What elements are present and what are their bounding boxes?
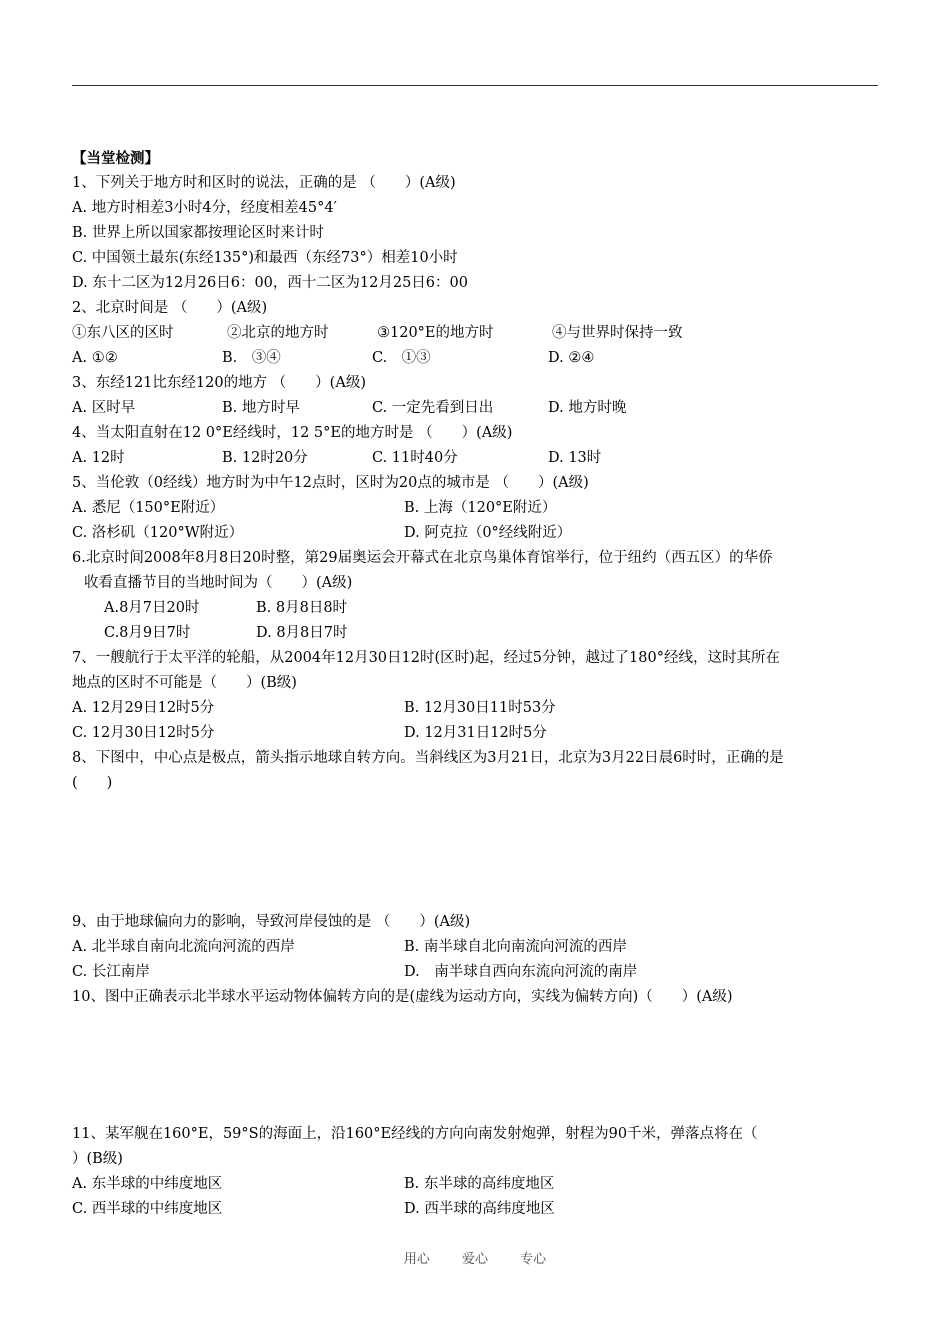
question-8-figure-area <box>72 796 882 910</box>
question-7-stem-line1: 7、一艘航行于太平洋的轮船，从2004年12月30日12时(区时)起，经过5分钟，越过了180°经线，这时其所在 <box>72 650 780 666</box>
question-11-option-b: B. 东半球的高纬度地区 <box>404 1176 555 1192</box>
question-11-option-d: D. 西半球的高纬度地区 <box>404 1201 555 1217</box>
page-footer: 用心 爱心 专心 <box>403 1252 547 1267</box>
question-5-stem: 5、当伦敦（0经线）地方时为中午12点时，区时为20点的城市是 （ ）(A级) <box>72 475 589 491</box>
question-1-option-c: C. 中国领土最东(东经135°)和最西（东经73°）相差10小时 <box>72 250 458 266</box>
question-3-stem: 3、东经121比东经120的地方 （ ）(A级) <box>72 375 366 391</box>
question-11-stem-line2: ）(B级) <box>72 1151 123 1167</box>
question-6-stem-line1: 6.北京时间2008年8月8日20时整，第29届奥运会开幕式在北京鸟巢体育馆举行，位于纽约（西五区）的华侨 <box>72 550 773 566</box>
question-1-option-a: A. 地方时相差3小时4分，经度相差45°4′ <box>72 200 337 216</box>
question-3-option-d: D. 地方时晚 <box>548 400 627 416</box>
question-2-items <box>72 321 882 346</box>
question-2-option-d: D. ②④ <box>548 350 595 366</box>
question-5-options-row1 <box>72 496 882 521</box>
question-2-item-4: ④与世界时保持一致 <box>552 325 683 341</box>
question-4-option-d: D. 13时 <box>548 450 602 466</box>
question-2-option-b: B. ③④ <box>222 350 281 366</box>
question-2-item-3: ③120°E的地方时 <box>377 325 494 341</box>
question-6-options-row2 <box>72 621 882 646</box>
question-4-option-b: B. 12时20分 <box>222 450 308 466</box>
question-3-option-b: B. 地方时早 <box>222 400 300 416</box>
question-6-option-b: B. 8月8日8时 <box>256 600 348 616</box>
question-2-option-a: A. ①② <box>72 350 118 366</box>
question-7-option-b: B. 12月30日11时53分 <box>404 700 556 716</box>
question-4-stem: 4、当太阳直射在12 0°E经线时，12 5°E的地方时是 （ ）(A级) <box>72 425 513 441</box>
question-9-option-a: A. 北半球自南向北流向河流的西岸 <box>72 939 295 955</box>
header-rule <box>72 85 878 86</box>
question-11-option-a: A. 东半球的中纬度地区 <box>72 1176 223 1192</box>
question-11-option-c: C. 西半球的中纬度地区 <box>72 1201 223 1217</box>
question-5-option-a: A. 悉尼（150°E附近） <box>72 500 225 516</box>
question-6-option-c: C.8月9日7时 <box>104 625 191 641</box>
question-11-options-row1 <box>72 1172 882 1197</box>
worksheet-body <box>72 146 882 1222</box>
question-1-option-b: B. 世界上所以国家都按理论区时来计时 <box>72 225 324 241</box>
question-6-option-a: A.8月7日20时 <box>104 600 200 616</box>
question-9-options-row2 <box>72 960 882 985</box>
question-9-option-b: B. 南半球自北向南流向河流的西岸 <box>404 939 627 955</box>
question-5-option-b: B. 上海（120°E附近） <box>404 500 557 516</box>
question-4-option-a: A. 12时 <box>72 450 125 466</box>
question-3-options <box>72 396 882 421</box>
question-2-item-1: ①东八区的区时 <box>72 325 174 341</box>
question-4-options <box>72 446 882 471</box>
question-7-option-d: D. 12月31日12时5分 <box>404 725 547 741</box>
question-7-stem-line2: 地点的区时不可能是（ ）(B级) <box>72 675 297 691</box>
section-title: 【当堂检测】 <box>72 150 159 167</box>
question-6-option-d: D. 8月8日7时 <box>256 625 348 641</box>
question-7-option-c: C. 12月30日12时5分 <box>72 725 215 741</box>
question-8-stem-line2: ( ) <box>72 775 113 791</box>
question-3-option-c: C. 一定先看到日出 <box>372 400 494 416</box>
question-7-options-row1 <box>72 696 882 721</box>
question-7-options-row2 <box>72 721 882 746</box>
question-2-stem: 2、北京时间是 （ ）(A级) <box>72 300 268 316</box>
question-2-option-c: C. ①③ <box>372 350 431 366</box>
question-5-option-c: C. 洛杉矶（120°W附近） <box>72 525 244 541</box>
question-11-stem-line1: 11、某军舰在160°E，59°S的海面上，沿160°E经线的方向向南发射炮弹，射程为90千米，弹落点将在（ <box>72 1126 758 1142</box>
question-2-item-2: ②北京的地方时 <box>227 325 329 341</box>
question-1-stem: 1、下列关于地方时和区时的说法，正确的是 （ ）(A级) <box>72 175 456 191</box>
question-4-option-c: C. 11时40分 <box>372 450 458 466</box>
question-8-stem-line1: 8、下图中，中心点是极点，箭头指示地球自转方向。当斜线区为3月21日，北京为3月22日晨6时时，正确的是 <box>72 750 784 766</box>
question-5-options-row2 <box>72 521 882 546</box>
question-3-option-a: A. 区时早 <box>72 400 136 416</box>
question-2-options <box>72 346 882 371</box>
question-9-option-d: D. 南半球自西向东流向河流的南岸 <box>404 964 638 980</box>
question-6-options-row1 <box>72 596 882 621</box>
question-10-figure-area <box>72 1010 882 1122</box>
question-6-stem-line2: 收看直播节目的当地时间为（ ）(A级) <box>84 575 353 591</box>
question-11-options-row2 <box>72 1197 882 1222</box>
question-10-stem: 10、图中正确表示北半球水平运动物体偏转方向的是(虚线为运动方向，实线为偏转方向)（ ）(A级) <box>72 989 733 1005</box>
question-9-option-c: C. 长江南岸 <box>72 964 150 980</box>
question-9-stem: 9、由于地球偏向力的影响，导致河岸侵蚀的是 （ ）(A级) <box>72 914 471 930</box>
question-7-option-a: A. 12月29日12时5分 <box>72 700 215 716</box>
question-5-option-d: D. 阿克拉（0°经线附近） <box>404 525 572 541</box>
question-9-options-row1 <box>72 935 882 960</box>
question-1-option-d: D. 东十二区为12月26日6：00，西十二区为12月25日6：00 <box>72 275 468 291</box>
